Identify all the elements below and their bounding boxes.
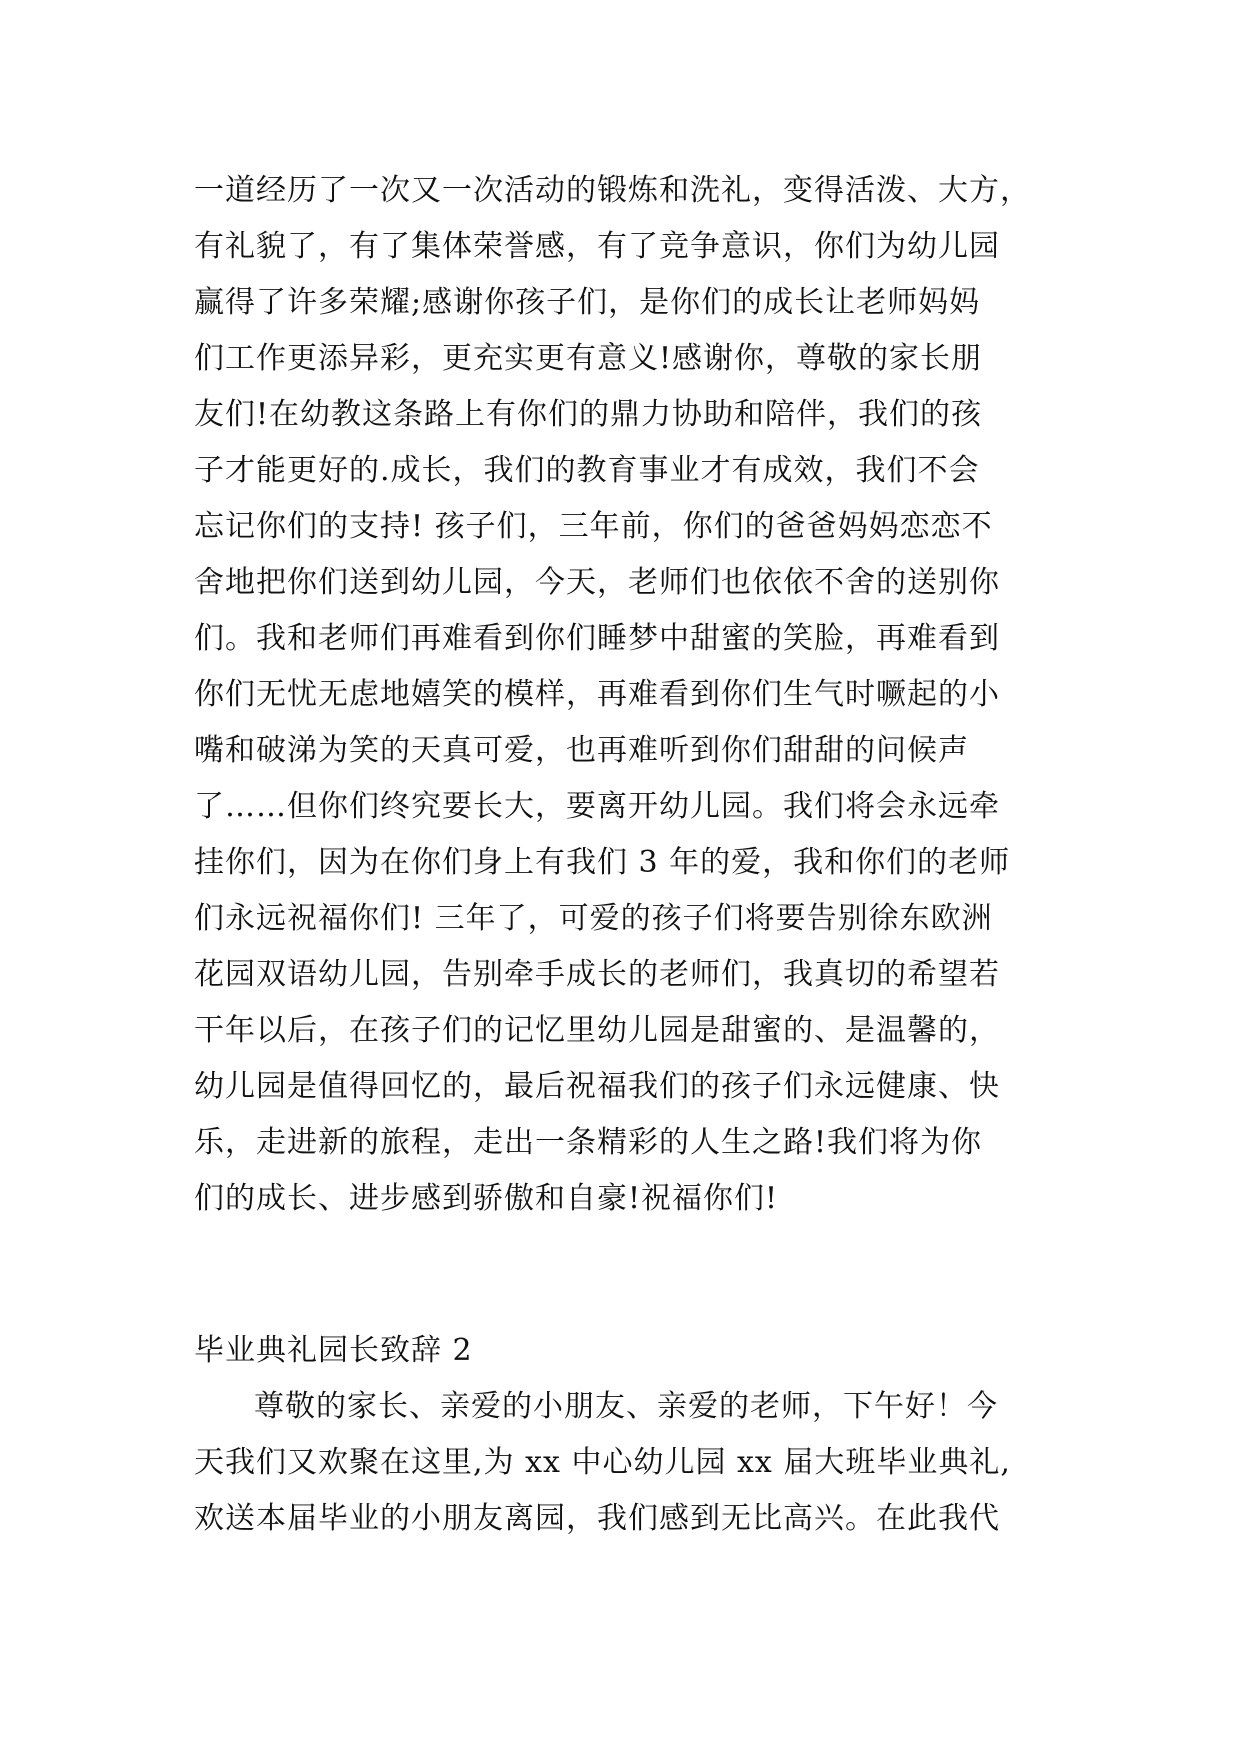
- text-line: 天我们又欢聚在这里,为 xx 中心幼儿园 xx 届大班毕业典礼,: [194, 1445, 1011, 1480]
- text-line: 赢得了许多荣耀;感谢你孩子们，是你们的成长让老师妈妈: [194, 285, 981, 320]
- text-line: 干年以后，在孩子们的记忆里幼儿园是甜蜜的、是温馨的，: [194, 1013, 1000, 1048]
- text-line: 们的成长、进步感到骄傲和自豪!祝福你们!: [194, 1181, 779, 1216]
- text-line: 们永远祝福你们! 三年了，可爱的孩子们将要告别徐东欧洲: [194, 901, 993, 936]
- text-line: 一道经历了一次又一次活动的锻炼和洗礼，变得活泼、大方，: [194, 173, 1031, 208]
- text-line: 忘记你们的支持! 孩子们，三年前，你们的爸爸妈妈恋恋不: [194, 509, 993, 544]
- text-line: 幼儿园是值得回忆的，最后祝福我们的孩子们永远健康、快: [194, 1069, 1000, 1104]
- closing-paragraph: [194, 163, 1054, 1227]
- text-line: 们。我和老师们再难看到你们睡梦中甜蜜的笑脸，再难看到: [194, 621, 1000, 656]
- document-body: [194, 163, 1054, 1547]
- section-heading: 毕业典礼园长致辞 2: [194, 1333, 473, 1368]
- text-line: 嘴和破涕为笑的天真可爱，也再难听到你们甜甜的问候声: [194, 733, 969, 768]
- text-line: 友们!在幼教这条路上有你们的鼎力协助和陪伴，我们的孩: [194, 397, 983, 432]
- text-line: 乐，走进新的旅程，走出一条精彩的人生之路!我们将为你: [194, 1125, 983, 1160]
- text-line: 们工作更添异彩，更充实更有意义!感谢你，尊敬的家长朋: [194, 341, 983, 376]
- text-line: 你们无忧无虑地嬉笑的模样，再难看到你们生气时噘起的小: [194, 677, 1000, 712]
- section-gap: [194, 1227, 1054, 1323]
- text-line: 花园双语幼儿园，告别牵手成长的老师们，我真切的希望若: [194, 957, 1000, 992]
- speech-opening-paragraph: [194, 1379, 1054, 1547]
- text-line: 子才能更好的.成长，我们的教育事业才有成效，我们不会: [194, 453, 980, 488]
- text-line: 有礼貌了，有了集体荣誉感，有了竞争意识，你们为幼儿园: [194, 229, 1000, 264]
- text-line: 舍地把你们送到幼儿园，今天，老师们也依依不舍的送别你: [194, 565, 1000, 600]
- text-line: 了……但你们终究要长大，要离开幼儿园。我们将会永远牵: [194, 789, 1000, 824]
- text-line: 挂你们，因为在你们身上有我们 3 年的爱，我和你们的老师: [194, 845, 1011, 880]
- text-line: 欢送本届毕业的小朋友离园，我们感到无比高兴。在此我代: [194, 1501, 1000, 1536]
- text-line: 尊敬的家长、亲爱的小朋友、亲爱的老师，下午好！今: [254, 1389, 998, 1424]
